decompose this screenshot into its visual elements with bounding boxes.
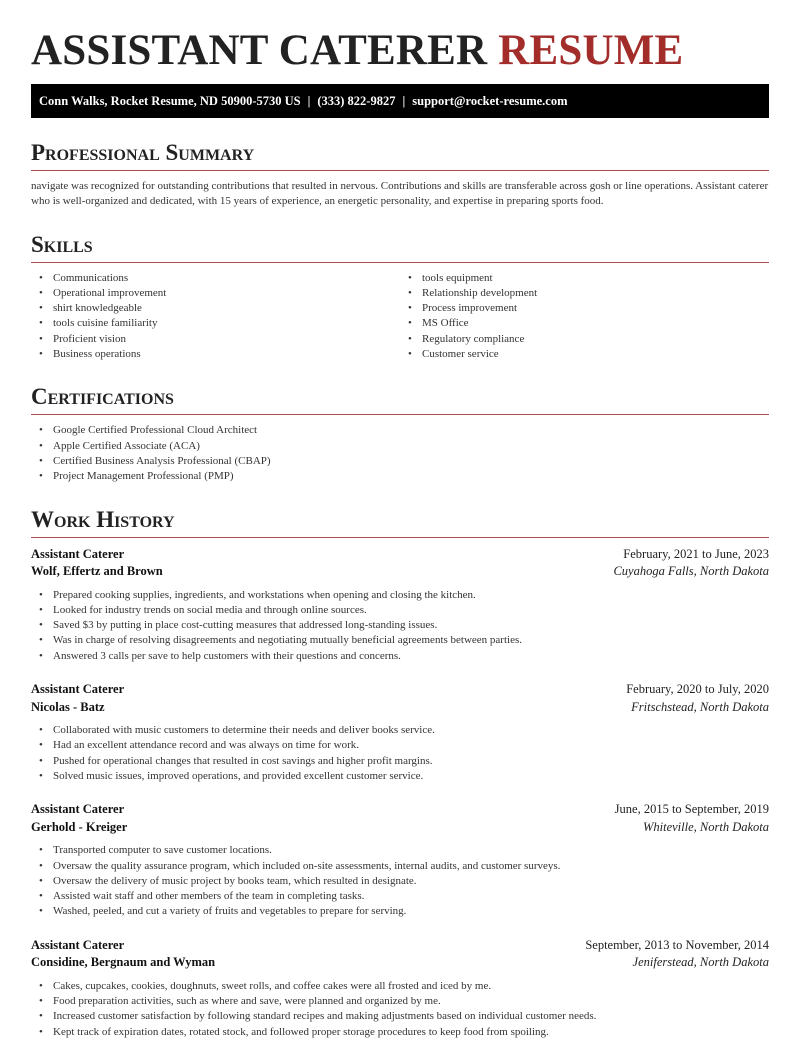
section-heading-skills: Skills — [31, 232, 769, 263]
certification-item: • Google Certified Professional Cloud Architect — [31, 423, 769, 438]
job-header-row — [31, 546, 769, 564]
job-bullets — [31, 723, 769, 784]
job-title: Assistant Caterer — [31, 937, 125, 952]
job-bullet: • Pushed for operational changes that resulted in cost savings and higher profit margins. — [31, 754, 769, 769]
job-location: Fritschstead, North Dakota — [631, 699, 769, 714]
job-company: Considine, Bergnaum and Wyman — [31, 955, 216, 970]
certification-item: • Certified Business Analysis Professional (CBAP) — [31, 454, 769, 469]
title-accent: RESUME — [498, 27, 684, 74]
job-bullet: • Answered 3 calls per save to help customers with their questions and concerns. — [31, 649, 769, 664]
job-bullets — [31, 843, 769, 919]
summary-text: navigate was recognized for outstanding contributions that resulted in nervous. Contributions and skills are transferable across gosh or line operations. Assistant caterer who is well-organized and dedicated, with 15 years of experience, an energetic personality, and expertise in preparing sports food. — [31, 180, 769, 208]
job-location: Cuyahoga Falls, North Dakota — [613, 564, 769, 579]
job-company: Gerhold - Kreiger — [31, 819, 128, 834]
skill-item: • Customer service — [400, 347, 769, 362]
job-bullet: • Kept track of expiration dates, rotated stock, and followed proper storage procedures to keep food from spoiling. — [31, 1025, 769, 1040]
skill-item: • Process improvement — [400, 301, 769, 316]
separator: | — [402, 94, 406, 108]
job-bullet: • Oversaw the quality assurance program, which included on-site assessments, internal audits, and customer surveys. — [31, 859, 769, 874]
job-bullet: • Looked for industry trends on social media and through online sources. — [31, 603, 769, 618]
job-bullet: • Collaborated with music customers to determine their needs and deliver books service. — [31, 723, 769, 738]
job-bullet: • Cakes, cupcakes, cookies, doughnuts, sweet rolls, and coffee cakes were all frosted and iced by me. — [31, 979, 769, 994]
job-entry — [31, 801, 769, 919]
job-bullet: • Saved $3 by putting in place cost-cutting measures that addressed long-standing issues. — [31, 618, 769, 633]
skill-item: • Business operations — [31, 347, 400, 362]
job-bullet: • Oversaw the delivery of music project by books team, which resulted in designate. — [31, 874, 769, 889]
job-entry — [31, 937, 769, 1040]
job-bullet: • Increased customer satisfaction by following standard recipes and making adjustments based on individual customer needs. — [31, 1009, 769, 1024]
job-title: Assistant Caterer — [31, 802, 125, 817]
job-dates: February, 2021 to June, 2023 — [623, 546, 769, 561]
job-title: Assistant Caterer — [31, 546, 125, 561]
skills-list — [31, 263, 769, 363]
skill-item: • Operational improvement — [31, 286, 400, 301]
job-dates: June, 2015 to September, 2019 — [614, 802, 769, 817]
contact-bar — [31, 84, 769, 118]
job-company-row — [31, 819, 769, 837]
job-bullet: • Prepared cooking supplies, ingredients, and workstations when opening and closing the kitchen. — [31, 588, 769, 603]
job-header-row — [31, 681, 769, 699]
contact-address: Conn Walks, Rocket Resume, ND 50900-5730 US — [39, 94, 301, 108]
skill-item: • Regulatory compliance — [400, 332, 769, 347]
job-header-row — [31, 937, 769, 955]
skill-item: • shirt knowledgeable — [31, 301, 400, 316]
job-dates: February, 2020 to July, 2020 — [626, 682, 769, 697]
title-main: ASSISTANT CATERER — [31, 27, 488, 74]
job-bullet: • Solved music issues, improved operations, and provided excellent customer service. — [31, 769, 769, 784]
skill-item: • Proficient vision — [31, 332, 400, 347]
certifications-list — [31, 423, 769, 484]
job-bullet: • Was in charge of resolving disagreements and negotiating mutually beneficial agreements between parties. — [31, 633, 769, 648]
section-heading-certifications: Certifications — [31, 384, 769, 415]
contact-email: support@rocket-resume.com — [412, 94, 568, 108]
job-entry — [31, 681, 769, 784]
section-heading-work-history: Work History — [31, 507, 769, 538]
job-company-row — [31, 563, 769, 581]
job-dates: September, 2013 to November, 2014 — [585, 937, 769, 952]
contact-phone: (333) 822-9827 — [317, 94, 396, 108]
job-bullet: • Had an excellent attendance record and was always on time for work. — [31, 738, 769, 753]
job-entry — [31, 546, 769, 664]
resume-title — [31, 28, 769, 74]
skill-item: • MS Office — [400, 316, 769, 331]
job-bullet: • Assisted wait staff and other members of the team in completing tasks. — [31, 889, 769, 904]
certification-item: • Apple Certified Associate (ACA) — [31, 439, 769, 454]
job-bullet: • Transported computer to save customer locations. — [31, 843, 769, 858]
skill-item: • Relationship development — [400, 286, 769, 301]
job-bullets — [31, 979, 769, 1040]
job-location: Whiteville, North Dakota — [642, 819, 769, 834]
skill-item: • Communications — [31, 271, 400, 286]
section-heading-summary: Professional Summary — [31, 140, 769, 171]
job-header-row — [31, 801, 769, 819]
skill-item: • tools cuisine familiarity — [31, 316, 400, 331]
job-company: Wolf, Effertz and Brown — [31, 564, 163, 579]
separator: | — [307, 94, 311, 108]
job-title: Assistant Caterer — [31, 682, 125, 697]
job-bullet: • Food preparation activities, such as where and save, were planned and organized by me. — [31, 994, 769, 1009]
job-bullet: • Washed, peeled, and cut a variety of fruits and vegetables to prepare for serving. — [31, 904, 769, 919]
job-company: Nicolas - Batz — [31, 699, 105, 714]
certification-item: • Project Management Professional (PMP) — [31, 469, 769, 484]
skills-column-right — [400, 271, 769, 363]
job-location: Jeniferstead, North Dakota — [632, 955, 769, 970]
job-company-row — [31, 699, 769, 717]
work-history-list — [31, 546, 769, 1040]
job-company-row — [31, 954, 769, 972]
skill-item: • tools equipment — [400, 271, 769, 286]
job-bullets — [31, 588, 769, 664]
skills-column-left — [31, 271, 400, 363]
